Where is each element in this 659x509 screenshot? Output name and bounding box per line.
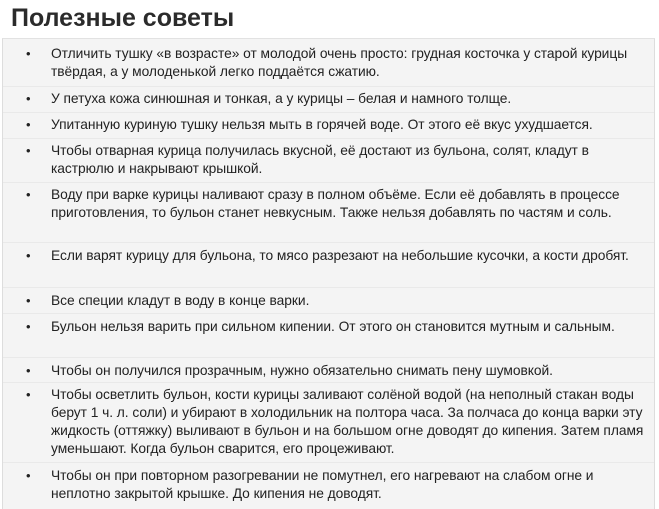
tip-text: Воду при варке курицы наливают сразу в полном объёме. Если её добавлять в процессе приготовления, то бульон станет невкусным. Также нельзя добавлять по частям и соль. [51,187,620,220]
divider [3,462,654,463]
bullet-icon: • [26,91,31,106]
bullet-icon: • [26,387,31,402]
bullet-icon: • [26,319,31,334]
divider [3,182,654,183]
tip-text: Упитанную куриную тушку нельзя мыть в горячей воде. От этого её вкус ухудшается. [51,117,593,132]
bullet-icon: • [26,468,31,483]
bullet-icon: • [26,187,31,202]
tip-text: У петуха кожа синюшная и тонкая, а у курицы – белая и намного толще. [51,91,512,106]
bullet-icon: • [26,46,31,61]
divider [3,112,654,113]
divider [3,382,654,383]
tip-text: Чтобы он получился прозрачным, нужно обязательно снимать пену шумовкой. [51,363,553,378]
bullet-icon: • [26,117,31,132]
tip-text: Все специи кладут в воду в конце варки. [51,293,310,308]
bullet-icon: • [26,143,31,158]
tip-text: Чтобы отварная курица получилась вкусной, её достают из бульона, солят, кладут в кастрюлю и накрывают крышкой. [51,143,589,176]
header [0,0,659,38]
tip-text: Если варят курицу для бульона, то мясо разрезают на небольшие кусочки, а кости дробят. [51,248,629,263]
tips-box [2,38,655,509]
divider [3,242,654,243]
tip-text: Чтобы он при повторном разогревании не помутнел, его нагревают на слабом огне и неплотно закрытой крышке. До кипения не доводят. [51,468,594,501]
tip-text: Чтобы осветлить бульон, кости курицы заливают солёной водой (на неполный стакан воды берут 1 ч. л. соли) и убирают в холодильник на полтора часа. За полчаса до конца варки эту жидкость (оттяжку) выливают в бульон и на большом огне доводят до кипения. Затем пламя уменьшают. Когда бульон сварится, его процеживают. [51,387,644,456]
tip-text: Отличить тушку «в возрасте» от молодой очень просто: грудная косточка у старой курицы твёрдая, а у молоденькой легко поддаётся сжатию. [51,46,628,79]
bullet-icon: • [26,248,31,263]
divider [3,287,654,288]
divider [3,357,654,358]
divider [3,86,654,87]
bullet-icon: • [26,363,31,378]
tip-text: Бульон нельзя варить при сильном кипении. От этого он становится мутным и сальным. [51,319,615,334]
bullet-icon: • [26,293,31,308]
divider [3,313,654,314]
divider [3,138,654,139]
page-title: Полезные советы [11,4,235,32]
